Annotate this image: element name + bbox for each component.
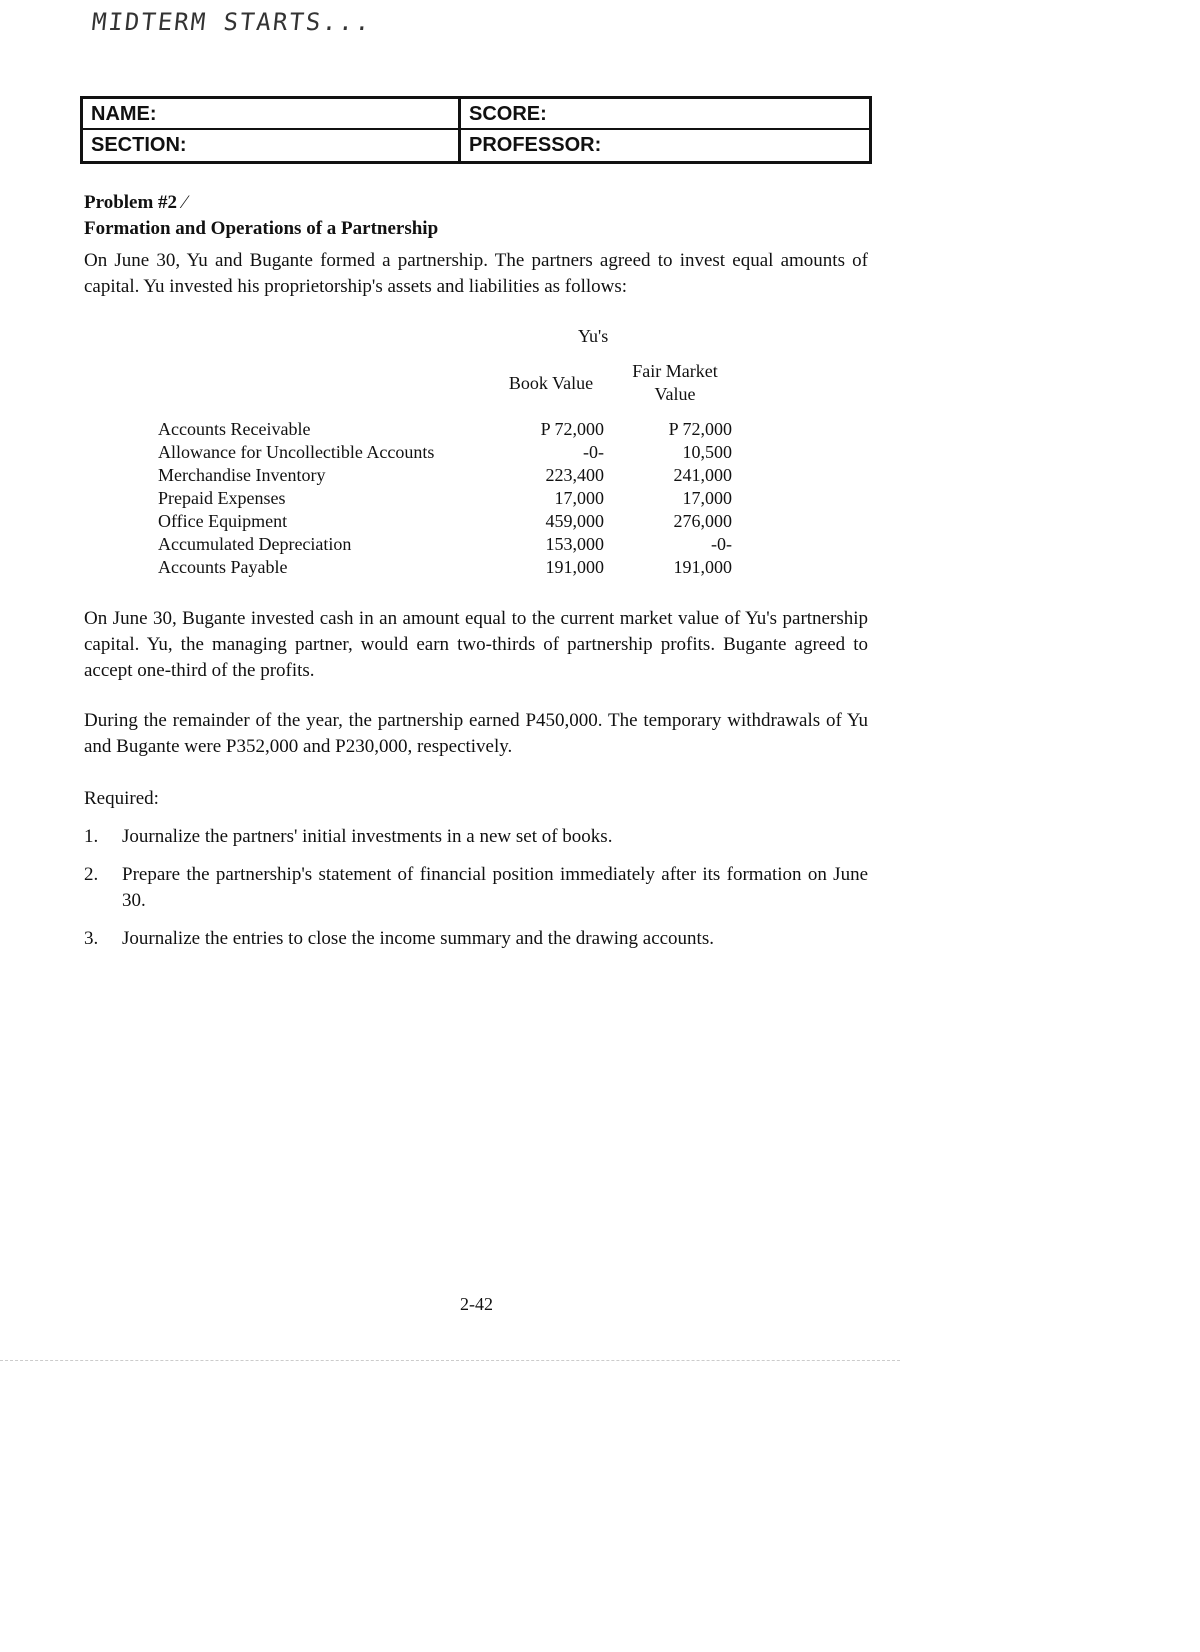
fair-value-cell: P 72,000 <box>668 419 732 439</box>
book-value-cell: 459,000 <box>545 511 604 531</box>
required-item <box>84 926 868 952</box>
student-info-box <box>80 96 872 164</box>
book-value-cell: 191,000 <box>545 557 604 577</box>
account-label: Prepaid Expenses <box>158 488 286 508</box>
account-label: Accounts Payable <box>158 557 288 577</box>
required-item-number: 1. <box>84 826 99 847</box>
book-value-cell: 17,000 <box>554 488 604 508</box>
fair-value-cell: 241,000 <box>673 465 732 485</box>
table-owner-label: Yu's <box>578 326 609 346</box>
page-number: 2-42 <box>460 1294 493 1314</box>
problem-number: Problem #2 ⁄ <box>84 190 438 216</box>
bugante-investment-paragraph: On June 30, Bugante invested cash in an amount equal to the current market value of Yu's partnership capital. Yu, the managing partner, would earn two-thirds of partnership profits. Bugante agreed to accept one-third of the profits. <box>84 608 868 681</box>
fair-value-cell: 10,500 <box>682 442 732 462</box>
section-field: SECTION: <box>83 130 461 161</box>
earnings-paragraph: During the remainder of the year, the partnership earned P450,000. The temporary withdrawals of Yu and Bugante were P352,000 and P230,000, respectively. <box>84 710 868 757</box>
fair-value-cell: 17,000 <box>682 488 732 508</box>
name-field: NAME: <box>83 99 461 130</box>
account-label: Allowance for Uncollectible Accounts <box>158 442 435 462</box>
fair-market-value-header: Fair Market Value <box>632 361 718 404</box>
book-value-cell: -0- <box>583 442 604 462</box>
book-value-cell: 223,400 <box>545 465 604 485</box>
score-field: SCORE: <box>461 99 869 130</box>
book-value-column <box>500 418 604 579</box>
book-value-cell: P 72,000 <box>540 419 604 439</box>
problem-heading <box>84 190 438 242</box>
required-item-text: Journalize the partners' initial investments in a new set of books. <box>122 826 613 847</box>
required-item-text: Prepare the partnership's statement of financial position immediately after its formation on June 30. <box>122 864 868 911</box>
required-item-number: 2. <box>84 864 99 885</box>
fair-value-cell: -0- <box>711 534 732 554</box>
fair-value-cell: 191,000 <box>673 557 732 577</box>
intro-paragraph: On June 30, Yu and Bugante formed a partnership. The partners agreed to invest equal amounts of capital. Yu invested his proprietorship's assets and liabilities as follows: <box>84 250 868 297</box>
account-label: Accumulated Depreciation <box>158 534 352 554</box>
account-label: Office Equipment <box>158 511 288 531</box>
scan-artifact-line <box>0 1360 900 1361</box>
fair-value-cell: 276,000 <box>673 511 732 531</box>
professor-field: PROFESSOR: <box>469 134 602 156</box>
fair-value-column <box>630 418 732 579</box>
check-mark-icon: ⁄ <box>183 192 187 213</box>
required-item-text: Journalize the entries to close the income summary and the drawing accounts. <box>122 928 714 949</box>
problem-title: Formation and Operations of a Partnership <box>84 218 439 239</box>
required-heading: Required: <box>84 788 159 809</box>
book-value-header: Book Value <box>508 373 594 393</box>
required-item <box>84 862 868 914</box>
account-labels <box>158 418 434 579</box>
required-item-number: 3. <box>84 928 99 949</box>
book-value-cell: 153,000 <box>545 534 604 554</box>
account-label: Merchandise Inventory <box>158 465 326 485</box>
handwritten-note: MIDTERM STARTS... <box>90 8 374 36</box>
required-item <box>84 824 868 850</box>
account-label: Accounts Receivable <box>158 419 311 439</box>
